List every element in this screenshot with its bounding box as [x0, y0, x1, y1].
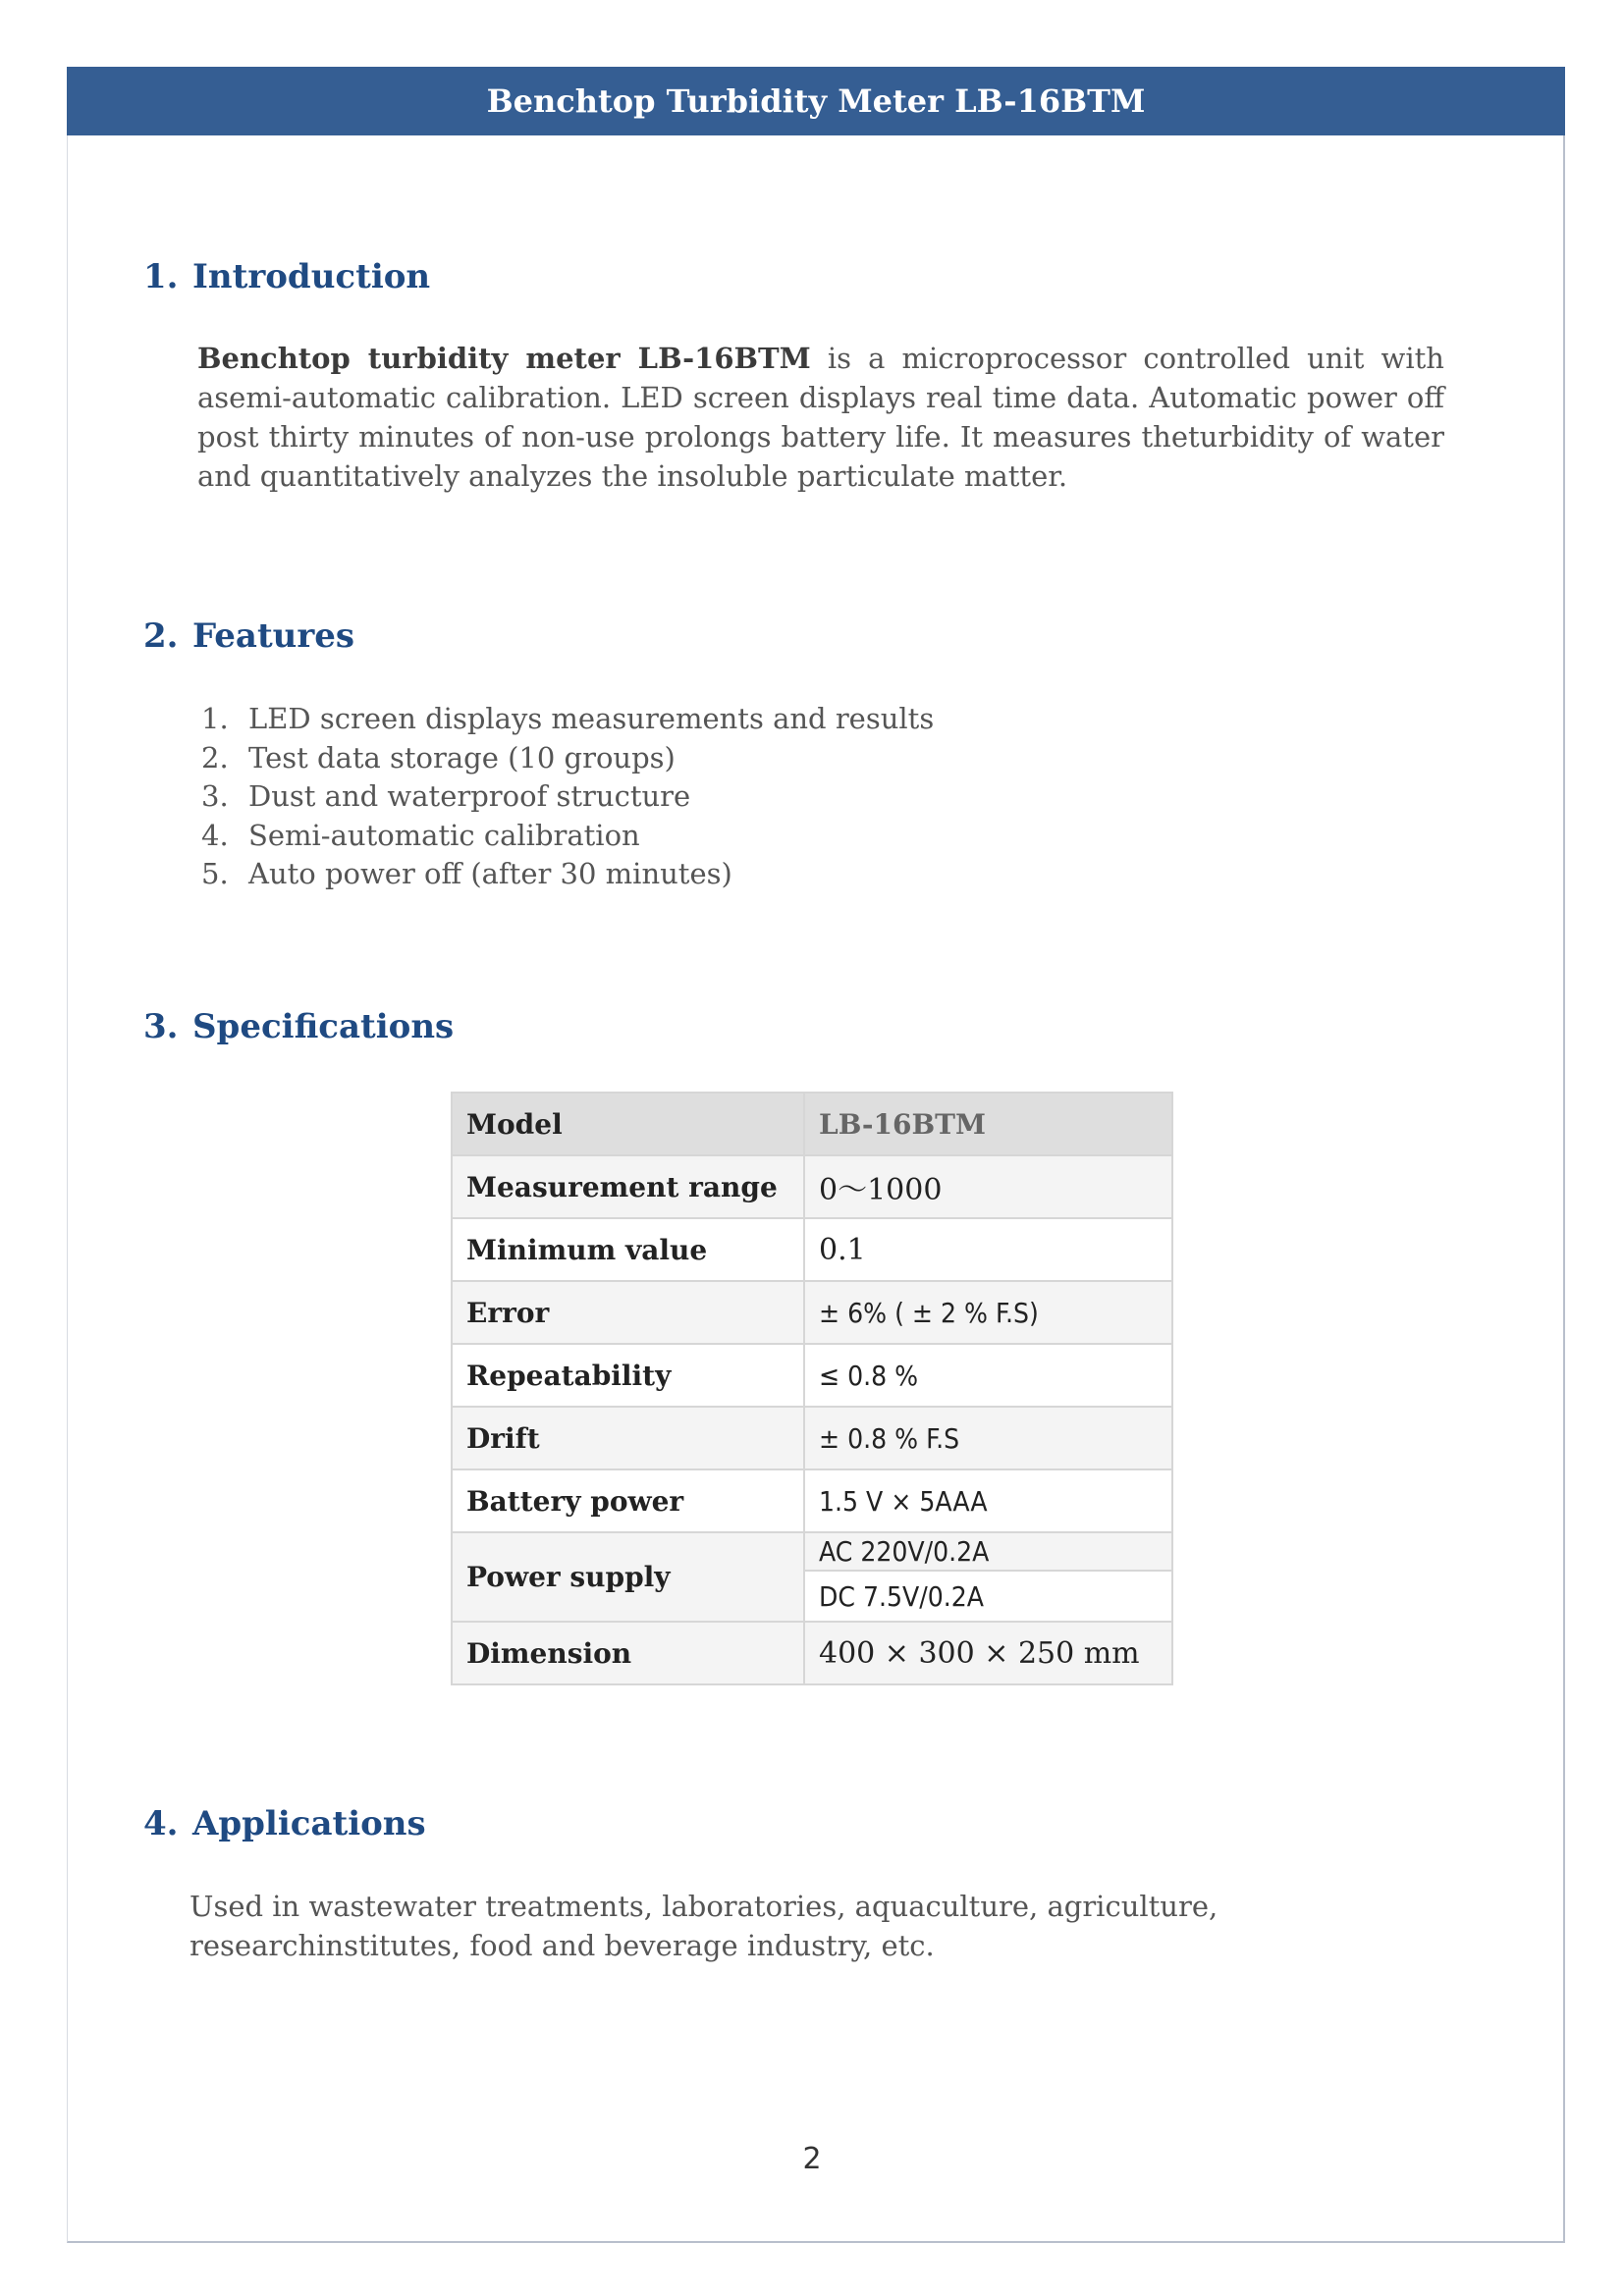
list-item [201, 817, 934, 856]
spec-value: ≤ 0.8 % [804, 1344, 1172, 1407]
product-name-lead: Benchtop turbidity meter LB-16BTM [197, 342, 811, 375]
spec-label: Dimension [452, 1622, 804, 1684]
list-number: 1. [201, 702, 229, 735]
section-heading-specifications [143, 1007, 454, 1046]
list-number: 3. [201, 779, 229, 813]
document-title: Benchtop Turbidity Meter LB-16BTM [486, 82, 1146, 120]
spec-value: 0～1000 [804, 1155, 1172, 1218]
list-text: Semi-automatic calibration [248, 818, 640, 852]
specifications-table [451, 1092, 1173, 1685]
spec-label: Battery power [452, 1469, 804, 1532]
section-number: 4. [143, 1804, 179, 1843]
spec-value: LB-16BTM [804, 1093, 1172, 1155]
spec-label: Error [452, 1281, 804, 1344]
list-item [201, 700, 934, 739]
list-text: Test data storage (10 groups) [248, 740, 676, 774]
list-number: 5. [201, 857, 229, 890]
spec-value: 400 × 300 × 250 mm [804, 1622, 1172, 1684]
spec-value: ± 6% ( ± 2 % F.S) [804, 1281, 1172, 1344]
section-number: 1. [143, 257, 179, 296]
list-item [201, 739, 934, 778]
spec-label: Model [452, 1093, 804, 1155]
spec-value: DC 7.5V/0.2A [804, 1571, 1172, 1622]
section-number: 2. [143, 616, 179, 656]
list-text: LED screen displays measurements and results [248, 702, 935, 735]
spec-label: Minimum value [452, 1218, 804, 1281]
spec-value: ± 0.8 % F.S [804, 1407, 1172, 1469]
table-row [452, 1622, 1172, 1684]
list-text: Dust and waterproof structure [248, 779, 691, 813]
section-number: 3. [143, 1007, 179, 1046]
introduction-body: is a microprocessor controlled unit with asemi-automatic calibration. LED screen displays real time data. Automatic power off post thirty minutes of non-use prolongs battery life. It measures theturbidity of water and quantitatively analyzes the insoluble particulate matter. [197, 342, 1444, 493]
table-row [452, 1344, 1172, 1407]
table-row [452, 1281, 1172, 1344]
list-item [201, 855, 934, 894]
spec-label: Measurement range [452, 1155, 804, 1218]
applications-paragraph: Used in wastewater treatments, laboratories, aquaculture, agriculture, researchinstitutes, food and beverage industry, etc. [189, 1890, 1218, 1962]
table-row [452, 1532, 1172, 1571]
spec-label: Power supply [452, 1532, 804, 1622]
spec-label: Drift [452, 1407, 804, 1469]
list-number: 4. [201, 818, 229, 852]
section-title: Applications [192, 1804, 426, 1843]
spec-value: AC 220V/0.2A [804, 1532, 1172, 1571]
table-row [452, 1093, 1172, 1155]
table-row [452, 1218, 1172, 1281]
section-heading-features [143, 616, 354, 656]
table-row [452, 1407, 1172, 1469]
section-heading-introduction [143, 257, 430, 296]
section-title: Features [192, 616, 355, 656]
section-title: Specifications [192, 1007, 455, 1046]
table-row [452, 1469, 1172, 1532]
document-title-banner [67, 67, 1565, 135]
page-number: 2 [802, 2142, 822, 2176]
list-number: 2. [201, 740, 229, 774]
spec-value: 1.5 V × 5AAA [804, 1469, 1172, 1532]
spec-value: 0.1 [804, 1218, 1172, 1281]
table-row [452, 1155, 1172, 1218]
features-list [201, 700, 934, 894]
list-text: Auto power off (after 30 minutes) [248, 857, 732, 890]
section-title: Introduction [192, 257, 431, 296]
spec-label: Repeatability [452, 1344, 804, 1407]
introduction-paragraph [197, 339, 1444, 496]
list-item [201, 777, 934, 817]
section-heading-applications [143, 1804, 426, 1843]
